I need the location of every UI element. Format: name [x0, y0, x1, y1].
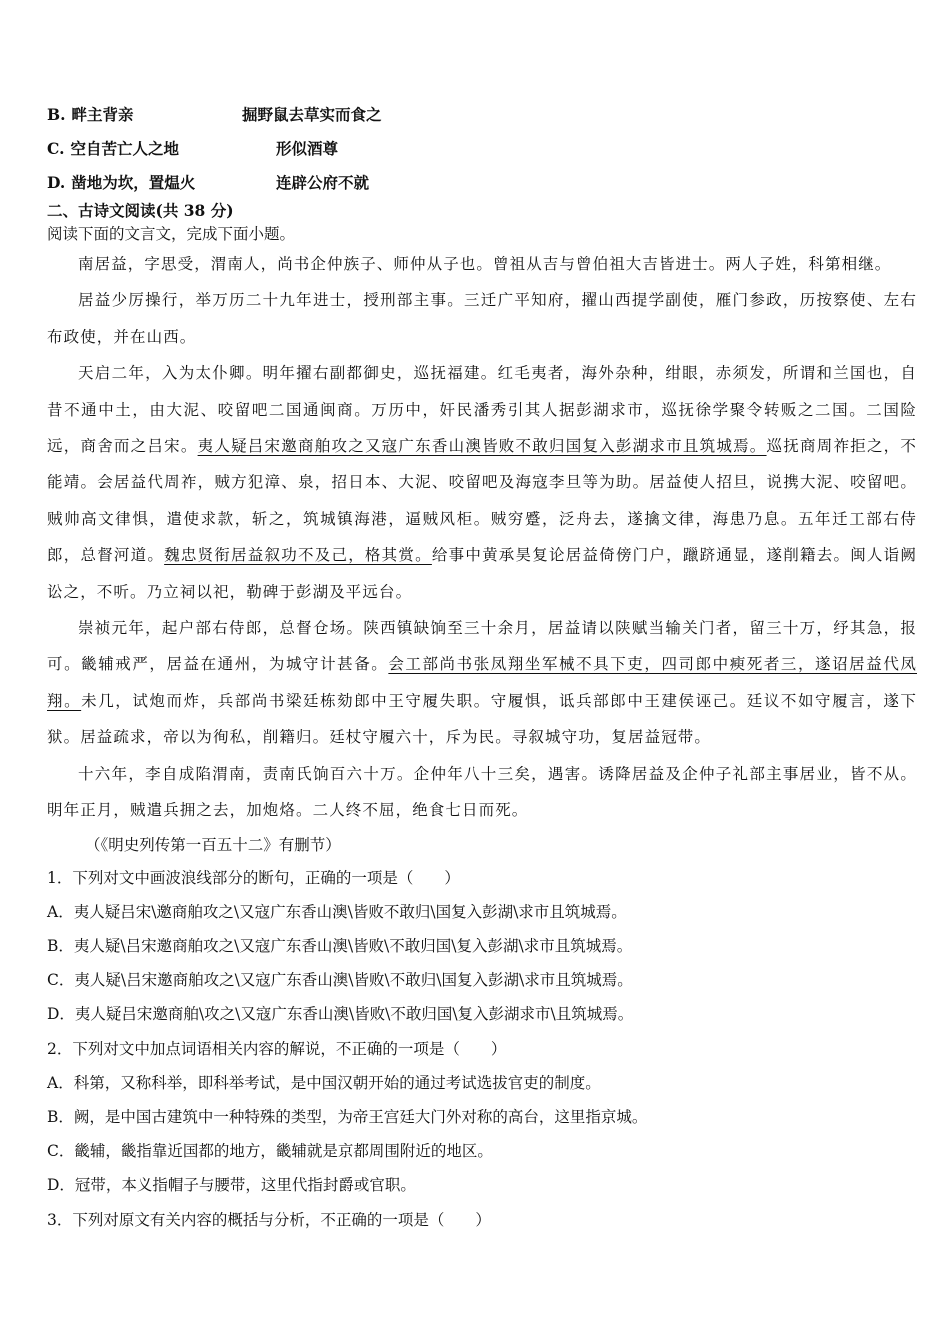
passage-text: 给事中黄承昊复论居益倚傍门户，躐跻通显，遂削籍去。闽人诣阙讼之，不听。乃立祠以祀，勒碑于彭湖及平远台。 — [47, 546, 917, 601]
question-2-option-c: C．畿辅，畿指靠近国都的地方，畿辅就是京都周围附近的地区。 — [47, 1142, 493, 1161]
underlined-sentence: 会工部尚书张凤翔坐军械不具下吏，四司郎中瘐死者三，遂诏居益代凤翔。 — [47, 655, 917, 710]
passage-paragraph-1: 南居益，字思受，渭南人，尚书企仲族子、师仲从子也。曾祖从吉与曾伯祖大吉皆进士。两人子姓，科第相继。 — [78, 255, 892, 273]
question-2-option-a: A．科第，又称科举，即科举考试，是中国汉朝开始的通过考试选拔官吏的制度。 — [47, 1073, 601, 1092]
question-1-option-c: C．夷人疑\吕宋邀商舶攻之\又寇广东香山澳\皆败\不敢归\国复入彭湖\求市且筑城焉。 — [47, 971, 633, 990]
classical-passage — [47, 246, 917, 829]
option-first-phrase: 空自苦亡人之地 — [70, 139, 179, 158]
question-2-option-d: D．冠带，本义指帽子与腰带，这里代指封爵或官职。 — [47, 1176, 416, 1195]
question-1-option-a: A．夷人疑吕宋\邀商舶攻之\又寇广东香山澳\皆败不敢归\国复入彭湖\求市且筑城焉。 — [47, 902, 627, 921]
passage-paragraph-2: 居益少厉操行，举万历二十九年进士，授刑部主事。三迁广平知府，擢山西提学副使，雁门参政，历按察使、左右布政使，并在山西。 — [47, 291, 917, 346]
option-second-phrase: 连辟公府不就 — [276, 173, 370, 192]
passage-source: （《明史列传第一百五十二》有删节） — [85, 835, 341, 854]
question-3-stem: 3．下列对原文有关内容的概括与分析，不正确的一项是（ ） — [47, 1210, 491, 1229]
passage-text: 崇祯元年，起户部右侍郎，总督仓场。陕西镇缺饷至三十余月，居益请以陕赋当输关门者，留三十万，纾其急，报可。畿辅戒严，居益在通州，为城守计甚备。 — [47, 619, 917, 674]
passage-paragraph-5: 十六年，李自成陷渭南，责南氏饷百六十万。企仲年八十三矣，遇害。诱降居益及企仲子礼部主事居业，皆不从。明年正月，贼遣兵拥之去，加炮烙。二人终不屈，绝食七日而死。 — [47, 764, 917, 820]
passage-paragraph-4 — [47, 610, 917, 756]
passage-text: 未几，试炮而炸，兵部尚书梁廷栋劾郎中王守履失职。守履惧，诋兵部郎中王建侯诬己。廷议不如守履言，遂下狱。居益疏求，帝以为徇私，削籍归。廷杖守履六十，斥为民。寻叙城守功，复居益冠带。 — [47, 691, 917, 747]
section-title: 二、古诗文阅读(共 38 分) — [47, 201, 234, 220]
question-2-stem: 2．下列对文中加点词语相关内容的解说，不正确的一项是（ ） — [47, 1039, 507, 1058]
option-letter: B. — [47, 105, 66, 124]
section-instructions: 阅读下面的文言文，完成下面小题。 — [47, 225, 296, 243]
option-letter: C. — [47, 139, 65, 158]
option-letter: D. — [47, 173, 66, 192]
question-1-option-d: D．夷人疑吕宋邀商舶\攻之\又寇广东香山澳\皆败\不敢归国\复入彭湖求市\且筑城焉。 — [47, 1005, 634, 1024]
option-second-phrase: 掘野鼠去草实而食之 — [242, 105, 382, 124]
option-row-d — [47, 166, 917, 200]
passage-text: 巡抚商周祚拒之，不能靖。会居益代周祚，贼方犯漳、泉，招日本、大泥、咬留吧及海寇李旦等为助。居益使人招旦，说携大泥、咬留吧。贼帅高文律惧，遣使求款，斩之，筑城镇海港，逼贼风柜。贼穷蹙，泛舟去，遂擒文律，海患乃息。五年迁工部右侍郎，总督河道。 — [47, 437, 918, 565]
passage-text: 天启二年，入为太仆卿。明年擢右副都御史，巡抚福建。红毛夷者，海外杂种，绀眼，赤须发，所谓和兰国也，自昔不通中土，由大泥、咬留吧二国通闽商。万历中，奸民潘秀引其人据彭湖求市，巡抚徐学聚令转贩之二国。二国险远，商舍而之吕宋。 — [47, 364, 917, 456]
question-1-stem: 1．下列对文中画波浪线部分的断句，正确的一项是（ ） — [47, 868, 460, 887]
option-second-phrase: 形似酒尊 — [276, 139, 339, 158]
question-2-option-b: B．阙，是中国古建筑中一种特殊的类型，为帝王宫廷大门外对称的高台，这里指京城。 — [47, 1107, 648, 1126]
option-first-phrase: 畔主背亲 — [71, 105, 134, 124]
question-1-option-b: B．夷人疑\吕宋邀商舶攻之\又寇广东香山澳\皆败\不敢归国\复入彭湖\求市且筑城焉。 — [47, 936, 633, 955]
option-row-b — [47, 98, 917, 132]
question-list — [47, 861, 917, 1237]
wavy-underlined-sentence: 夷人疑吕宋邀商舶攻之又寇广东香山澳皆败不敢归国复入彭湖求市且筑城焉。 — [197, 437, 767, 456]
document-page — [47, 98, 917, 1237]
option-row-c — [47, 132, 917, 166]
option-first-phrase: 凿地为坎，置煴火 — [71, 173, 196, 192]
passage-paragraph-3 — [47, 355, 917, 610]
underlined-sentence: 魏忠贤衔居益叙功不及己，格其赏。 — [164, 546, 432, 565]
